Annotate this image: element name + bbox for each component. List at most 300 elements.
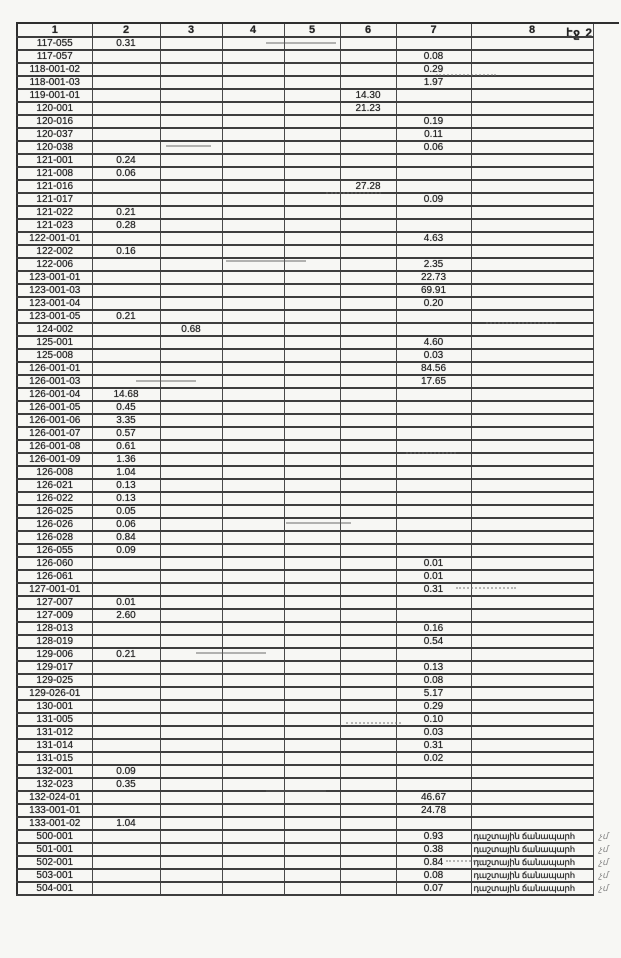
value-cell-c3 bbox=[160, 856, 222, 869]
value-cell-c8 bbox=[471, 544, 593, 557]
table-row bbox=[17, 219, 619, 232]
value-cell-c5 bbox=[284, 596, 340, 609]
value-cell-c3 bbox=[160, 752, 222, 765]
value-cell-c6 bbox=[340, 804, 396, 817]
value-cell-c4 bbox=[222, 531, 284, 544]
value-cell-c4 bbox=[222, 596, 284, 609]
value-cell-c4 bbox=[222, 440, 284, 453]
value-cell-c7: 0.29 bbox=[396, 700, 471, 713]
value-cell-c4 bbox=[222, 778, 284, 791]
value-cell-c3 bbox=[160, 687, 222, 700]
value-cell-c7 bbox=[396, 414, 471, 427]
row-code-cell: 123-001-04 bbox=[17, 297, 92, 310]
row-code-cell: 121-017 bbox=[17, 193, 92, 206]
value-cell-c2 bbox=[92, 635, 160, 648]
value-cell-c2 bbox=[92, 791, 160, 804]
table-row bbox=[17, 323, 619, 336]
value-cell-c6 bbox=[340, 115, 396, 128]
value-cell-c4 bbox=[222, 141, 284, 154]
table-row bbox=[17, 700, 619, 713]
value-cell-c8: դաշտային ճանապարհ bbox=[471, 843, 593, 856]
value-cell-c6 bbox=[340, 310, 396, 323]
value-cell-c6 bbox=[340, 76, 396, 89]
table-row bbox=[17, 583, 619, 596]
value-cell-c4 bbox=[222, 505, 284, 518]
value-cell-c6 bbox=[340, 453, 396, 466]
value-cell-c6 bbox=[340, 271, 396, 284]
value-cell-c2: 0.31 bbox=[92, 37, 160, 50]
value-cell-c2: 1.36 bbox=[92, 453, 160, 466]
value-cell-c5 bbox=[284, 37, 340, 50]
table-row bbox=[17, 778, 619, 791]
row-code-cell: 127-001-01 bbox=[17, 583, 92, 596]
row-code-cell: 123-001-03 bbox=[17, 284, 92, 297]
value-cell-c6 bbox=[340, 167, 396, 180]
value-cell-c3 bbox=[160, 141, 222, 154]
value-cell-c2: 0.05 bbox=[92, 505, 160, 518]
margin-annotation bbox=[593, 128, 619, 141]
value-cell-c5 bbox=[284, 778, 340, 791]
row-code-cell: 131-012 bbox=[17, 726, 92, 739]
row-code-cell: 122-006 bbox=[17, 258, 92, 271]
value-cell-c3 bbox=[160, 154, 222, 167]
value-cell-c4 bbox=[222, 219, 284, 232]
row-code-cell: 129-017 bbox=[17, 661, 92, 674]
table-row bbox=[17, 401, 619, 414]
value-cell-c4 bbox=[222, 414, 284, 427]
table-row bbox=[17, 570, 619, 583]
value-cell-c7: 5.17 bbox=[396, 687, 471, 700]
value-cell-c5 bbox=[284, 271, 340, 284]
value-cell-c5 bbox=[284, 713, 340, 726]
value-cell-c3 bbox=[160, 427, 222, 440]
column-header-4: 4 bbox=[222, 23, 284, 37]
value-cell-c4 bbox=[222, 427, 284, 440]
margin-annotation bbox=[593, 570, 619, 583]
margin-annotation bbox=[593, 635, 619, 648]
value-cell-c3 bbox=[160, 310, 222, 323]
value-cell-c3 bbox=[160, 89, 222, 102]
value-cell-c7: 0.19 bbox=[396, 115, 471, 128]
column-header-1: 1 bbox=[17, 23, 92, 37]
value-cell-c5 bbox=[284, 336, 340, 349]
row-code-cell: 132-001 bbox=[17, 765, 92, 778]
value-cell-c6: 21.23 bbox=[340, 102, 396, 115]
table-row bbox=[17, 817, 619, 830]
margin-annotation bbox=[593, 544, 619, 557]
table-row bbox=[17, 713, 619, 726]
row-code-cell: 124-002 bbox=[17, 323, 92, 336]
value-cell-c5 bbox=[284, 869, 340, 882]
value-cell-c8 bbox=[471, 817, 593, 830]
value-cell-c2 bbox=[92, 661, 160, 674]
margin-annotation bbox=[593, 427, 619, 440]
row-code-cell: 126-055 bbox=[17, 544, 92, 557]
value-cell-c6 bbox=[340, 765, 396, 778]
value-cell-c7 bbox=[396, 648, 471, 661]
table-row bbox=[17, 349, 619, 362]
value-cell-c6 bbox=[340, 700, 396, 713]
value-cell-c8 bbox=[471, 219, 593, 232]
value-cell-c5 bbox=[284, 401, 340, 414]
value-cell-c3 bbox=[160, 362, 222, 375]
margin-annotation bbox=[593, 271, 619, 284]
value-cell-c6 bbox=[340, 869, 396, 882]
value-cell-c4 bbox=[222, 492, 284, 505]
margin-annotation bbox=[593, 401, 619, 414]
value-cell-c2 bbox=[92, 349, 160, 362]
value-cell-c7 bbox=[396, 427, 471, 440]
table-row bbox=[17, 440, 619, 453]
table-row bbox=[17, 245, 619, 258]
value-cell-c2 bbox=[92, 362, 160, 375]
value-cell-c7 bbox=[396, 245, 471, 258]
value-cell-c6 bbox=[340, 856, 396, 869]
value-cell-c6 bbox=[340, 739, 396, 752]
value-cell-c4 bbox=[222, 687, 284, 700]
value-cell-c7: 0.01 bbox=[396, 570, 471, 583]
value-cell-c5 bbox=[284, 882, 340, 895]
value-cell-c5 bbox=[284, 765, 340, 778]
margin-annotation bbox=[593, 323, 619, 336]
column-header-8: 8 bbox=[471, 23, 593, 37]
value-cell-c3 bbox=[160, 453, 222, 466]
row-code-cell: 127-007 bbox=[17, 596, 92, 609]
value-cell-c7: 0.08 bbox=[396, 50, 471, 63]
value-cell-c8 bbox=[471, 791, 593, 804]
value-cell-c8 bbox=[471, 531, 593, 544]
value-cell-c3 bbox=[160, 297, 222, 310]
value-cell-c4 bbox=[222, 700, 284, 713]
value-cell-c3 bbox=[160, 128, 222, 141]
margin-annotation bbox=[593, 63, 619, 76]
value-cell-c4 bbox=[222, 583, 284, 596]
value-cell-c7: 24.78 bbox=[396, 804, 471, 817]
table-header-row bbox=[17, 23, 619, 37]
value-cell-c8 bbox=[471, 310, 593, 323]
table-row bbox=[17, 518, 619, 531]
value-cell-c2: 0.06 bbox=[92, 518, 160, 531]
value-cell-c2 bbox=[92, 193, 160, 206]
value-cell-c6 bbox=[340, 479, 396, 492]
value-cell-c3 bbox=[160, 596, 222, 609]
value-cell-c7 bbox=[396, 37, 471, 50]
value-cell-c6 bbox=[340, 635, 396, 648]
margin-annotation bbox=[593, 206, 619, 219]
value-cell-c2 bbox=[92, 700, 160, 713]
value-cell-c2: 0.09 bbox=[92, 544, 160, 557]
column-header-5: 5 bbox=[284, 23, 340, 37]
value-cell-c7 bbox=[396, 609, 471, 622]
value-cell-c4 bbox=[222, 37, 284, 50]
value-cell-c8 bbox=[471, 661, 593, 674]
row-code-cell: 504-001 bbox=[17, 882, 92, 895]
value-cell-c3 bbox=[160, 661, 222, 674]
value-cell-c5 bbox=[284, 102, 340, 115]
value-cell-c3 bbox=[160, 765, 222, 778]
value-cell-c8 bbox=[471, 570, 593, 583]
value-cell-c3 bbox=[160, 544, 222, 557]
value-cell-c6 bbox=[340, 570, 396, 583]
value-cell-c7: 0.13 bbox=[396, 661, 471, 674]
margin-annotation bbox=[593, 349, 619, 362]
value-cell-c6 bbox=[340, 531, 396, 544]
value-cell-c5 bbox=[284, 362, 340, 375]
margin-annotation bbox=[593, 505, 619, 518]
row-code-cell: 123-001-05 bbox=[17, 310, 92, 323]
value-cell-c3 bbox=[160, 648, 222, 661]
row-code-cell: 126-001-05 bbox=[17, 401, 92, 414]
table-row bbox=[17, 427, 619, 440]
value-cell-c5 bbox=[284, 752, 340, 765]
table-row bbox=[17, 856, 619, 869]
value-cell-c3 bbox=[160, 232, 222, 245]
row-code-cell: 117-055 bbox=[17, 37, 92, 50]
row-code-cell: 126-001-09 bbox=[17, 453, 92, 466]
value-cell-c7 bbox=[396, 167, 471, 180]
margin-annotation: չմ bbox=[598, 883, 608, 893]
value-cell-c3 bbox=[160, 791, 222, 804]
value-cell-c2 bbox=[92, 674, 160, 687]
value-cell-c5 bbox=[284, 622, 340, 635]
margin-column-header bbox=[593, 23, 619, 37]
table-row bbox=[17, 206, 619, 219]
value-cell-c6 bbox=[340, 843, 396, 856]
value-cell-c3 bbox=[160, 622, 222, 635]
margin-annotation bbox=[593, 596, 619, 609]
table-row bbox=[17, 388, 619, 401]
value-cell-c7: 0.20 bbox=[396, 297, 471, 310]
value-cell-c7: 0.09 bbox=[396, 193, 471, 206]
value-cell-c7 bbox=[396, 401, 471, 414]
value-cell-c2: 0.21 bbox=[92, 648, 160, 661]
row-code-cell: 501-001 bbox=[17, 843, 92, 856]
value-cell-c7 bbox=[396, 778, 471, 791]
value-cell-c3 bbox=[160, 518, 222, 531]
data-table bbox=[16, 22, 619, 896]
table-row bbox=[17, 271, 619, 284]
value-cell-c5 bbox=[284, 635, 340, 648]
margin-annotation bbox=[593, 76, 619, 89]
value-cell-c3 bbox=[160, 206, 222, 219]
value-cell-c5 bbox=[284, 531, 340, 544]
value-cell-c4 bbox=[222, 349, 284, 362]
margin-annotation bbox=[593, 414, 619, 427]
value-cell-c2 bbox=[92, 830, 160, 843]
table-row bbox=[17, 674, 619, 687]
value-cell-c3 bbox=[160, 401, 222, 414]
value-cell-c6 bbox=[340, 492, 396, 505]
value-cell-c7: 0.03 bbox=[396, 349, 471, 362]
value-cell-c6 bbox=[340, 206, 396, 219]
value-cell-c2: 0.21 bbox=[92, 206, 160, 219]
row-code-cell: 118-001-02 bbox=[17, 63, 92, 76]
row-code-cell: 502-001 bbox=[17, 856, 92, 869]
value-cell-c8 bbox=[471, 453, 593, 466]
table-row bbox=[17, 284, 619, 297]
row-code-cell: 131-015 bbox=[17, 752, 92, 765]
value-cell-c2 bbox=[92, 843, 160, 856]
value-cell-c6 bbox=[340, 661, 396, 674]
value-cell-c7: 0.06 bbox=[396, 141, 471, 154]
value-cell-c4 bbox=[222, 466, 284, 479]
value-cell-c3 bbox=[160, 505, 222, 518]
row-code-cell: 132-024-01 bbox=[17, 791, 92, 804]
value-cell-c8 bbox=[471, 466, 593, 479]
value-cell-c6 bbox=[340, 128, 396, 141]
table-row bbox=[17, 622, 619, 635]
value-cell-c6 bbox=[340, 284, 396, 297]
value-cell-c2: 0.84 bbox=[92, 531, 160, 544]
value-cell-c3 bbox=[160, 388, 222, 401]
table-row bbox=[17, 544, 619, 557]
value-cell-c3 bbox=[160, 778, 222, 791]
value-cell-c8 bbox=[471, 323, 593, 336]
value-cell-c5 bbox=[284, 583, 340, 596]
value-cell-c8: դաշտային ճանապարհ bbox=[471, 856, 593, 869]
value-cell-c6 bbox=[340, 232, 396, 245]
margin-annotation bbox=[593, 752, 619, 765]
table-row bbox=[17, 89, 619, 102]
value-cell-c7: 0.31 bbox=[396, 583, 471, 596]
value-cell-c5 bbox=[284, 232, 340, 245]
value-cell-c4 bbox=[222, 622, 284, 635]
value-cell-c5 bbox=[284, 76, 340, 89]
value-cell-c6 bbox=[340, 336, 396, 349]
margin-annotation bbox=[593, 622, 619, 635]
table-row bbox=[17, 297, 619, 310]
value-cell-c2 bbox=[92, 739, 160, 752]
value-cell-c4 bbox=[222, 180, 284, 193]
value-cell-c7 bbox=[396, 518, 471, 531]
value-cell-c8 bbox=[471, 206, 593, 219]
value-cell-c5 bbox=[284, 544, 340, 557]
row-code-cell: 117-057 bbox=[17, 50, 92, 63]
value-cell-c3 bbox=[160, 50, 222, 63]
value-cell-c3 bbox=[160, 713, 222, 726]
value-cell-c3 bbox=[160, 635, 222, 648]
value-cell-c4 bbox=[222, 635, 284, 648]
row-code-cell: 119-001-01 bbox=[17, 89, 92, 102]
value-cell-c7: 0.08 bbox=[396, 869, 471, 882]
value-cell-c6 bbox=[340, 778, 396, 791]
value-cell-c3 bbox=[160, 609, 222, 622]
value-cell-c8 bbox=[471, 609, 593, 622]
table-row bbox=[17, 258, 619, 271]
value-cell-c5 bbox=[284, 375, 340, 388]
value-cell-c6 bbox=[340, 648, 396, 661]
margin-annotation bbox=[593, 193, 619, 206]
value-cell-c7: 4.60 bbox=[396, 336, 471, 349]
value-cell-c7: 0.31 bbox=[396, 739, 471, 752]
value-cell-c6 bbox=[340, 518, 396, 531]
value-cell-c8 bbox=[471, 739, 593, 752]
value-cell-c5 bbox=[284, 89, 340, 102]
value-cell-c2 bbox=[92, 284, 160, 297]
table-row bbox=[17, 596, 619, 609]
value-cell-c8 bbox=[471, 271, 593, 284]
value-cell-c7: 0.93 bbox=[396, 830, 471, 843]
column-header-7: 7 bbox=[396, 23, 471, 37]
value-cell-c7 bbox=[396, 596, 471, 609]
row-code-cell: 121-016 bbox=[17, 180, 92, 193]
value-cell-c4 bbox=[222, 401, 284, 414]
margin-annotation bbox=[593, 765, 619, 778]
row-code-cell: 126-060 bbox=[17, 557, 92, 570]
value-cell-c7 bbox=[396, 817, 471, 830]
value-cell-c7: 0.08 bbox=[396, 674, 471, 687]
table-row bbox=[17, 843, 619, 856]
value-cell-c6 bbox=[340, 323, 396, 336]
value-cell-c5 bbox=[284, 284, 340, 297]
value-cell-c4 bbox=[222, 648, 284, 661]
value-cell-c2: 0.01 bbox=[92, 596, 160, 609]
value-cell-c8: դաշտային ճանապարհ bbox=[471, 869, 593, 882]
value-cell-c2 bbox=[92, 115, 160, 128]
row-code-cell: 120-016 bbox=[17, 115, 92, 128]
row-code-cell: 125-008 bbox=[17, 349, 92, 362]
table-row bbox=[17, 765, 619, 778]
value-cell-c8 bbox=[471, 362, 593, 375]
value-cell-c7: 17.65 bbox=[396, 375, 471, 388]
value-cell-c2 bbox=[92, 323, 160, 336]
value-cell-c6 bbox=[340, 466, 396, 479]
value-cell-c4 bbox=[222, 206, 284, 219]
value-cell-c7: 0.29 bbox=[396, 63, 471, 76]
table-row bbox=[17, 830, 619, 843]
table-row bbox=[17, 661, 619, 674]
value-cell-c4 bbox=[222, 570, 284, 583]
value-cell-c3 bbox=[160, 76, 222, 89]
value-cell-c4 bbox=[222, 50, 284, 63]
value-cell-c4 bbox=[222, 869, 284, 882]
value-cell-c8 bbox=[471, 765, 593, 778]
value-cell-c3 bbox=[160, 414, 222, 427]
value-cell-c8 bbox=[471, 89, 593, 102]
value-cell-c4 bbox=[222, 388, 284, 401]
value-cell-c6 bbox=[340, 817, 396, 830]
value-cell-c5 bbox=[284, 505, 340, 518]
margin-annotation bbox=[593, 362, 619, 375]
value-cell-c5 bbox=[284, 492, 340, 505]
value-cell-c2: 0.45 bbox=[92, 401, 160, 414]
row-code-cell: 121-022 bbox=[17, 206, 92, 219]
margin-annotation bbox=[593, 726, 619, 739]
table-row bbox=[17, 531, 619, 544]
margin-annotation bbox=[593, 297, 619, 310]
row-code-cell: 122-002 bbox=[17, 245, 92, 258]
value-cell-c2 bbox=[92, 713, 160, 726]
value-cell-c8 bbox=[471, 505, 593, 518]
value-cell-c2 bbox=[92, 726, 160, 739]
table-row bbox=[17, 635, 619, 648]
row-code-cell: 126-008 bbox=[17, 466, 92, 479]
value-cell-c4 bbox=[222, 817, 284, 830]
value-cell-c7: 0.84 bbox=[396, 856, 471, 869]
value-cell-c3 bbox=[160, 804, 222, 817]
value-cell-c6 bbox=[340, 37, 396, 50]
value-cell-c5 bbox=[284, 414, 340, 427]
row-code-cell: 126-061 bbox=[17, 570, 92, 583]
row-code-cell: 120-038 bbox=[17, 141, 92, 154]
value-cell-c7 bbox=[396, 388, 471, 401]
value-cell-c8 bbox=[471, 557, 593, 570]
row-code-cell: 126-028 bbox=[17, 531, 92, 544]
value-cell-c6 bbox=[340, 427, 396, 440]
value-cell-c7: 1.97 bbox=[396, 76, 471, 89]
row-code-cell: 126-001-08 bbox=[17, 440, 92, 453]
table-row bbox=[17, 752, 619, 765]
